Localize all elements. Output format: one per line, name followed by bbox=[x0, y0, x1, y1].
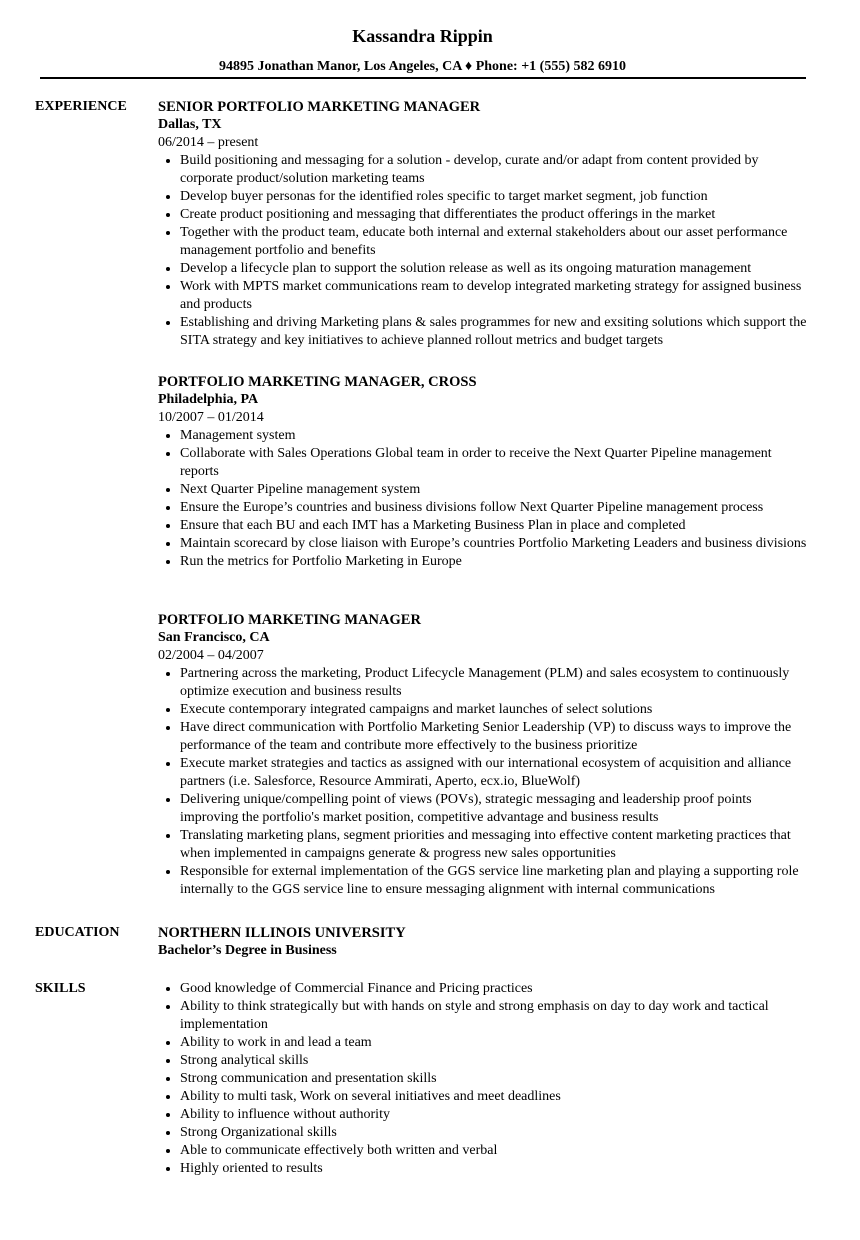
contact-line: 94895 Jonathan Manor, Los Angeles, CA ♦ Phone: +1 (555) 582 6910 bbox=[218, 59, 627, 74]
education-entry bbox=[158, 924, 813, 960]
job-dates: 02/2004 – 04/2007 bbox=[158, 648, 264, 663]
list-item: Partnering across the marketing, Product Lifecycle Management (PLM) and sales ecosystem to continuously optimize execution and business results bbox=[180, 665, 813, 701]
list-item: Able to communicate effectively both written and verbal bbox=[180, 1142, 813, 1160]
list-item: Ensure the Europe’s countries and business divisions follow Next Quarter Pipeline management process bbox=[180, 499, 813, 517]
list-item: Delivering unique/compelling point of views (POVs), strategic messaging and leadership proof points improving the portfolio's market position, competitive advantage and business results bbox=[180, 791, 813, 827]
job-duties bbox=[158, 665, 813, 899]
job-title: PORTFOLIO MARKETING MANAGER bbox=[158, 612, 421, 628]
list-item: Good knowledge of Commercial Finance and Pricing practices bbox=[180, 980, 813, 998]
list-item: Execute contemporary integrated campaigns and market launches of select solutions bbox=[180, 701, 813, 719]
list-item: Management system bbox=[180, 427, 813, 445]
list-item: Translating marketing plans, segment priorities and messaging into effective content marketing practices that when implemented in campaigns generate & progress new sales opportunities bbox=[180, 827, 813, 863]
list-item: Establishing and driving Marketing plans & sales programmes for new and exsiting solutions which support the SITA strategy and key initiatives to achieve planned rollout metrics and budget targets bbox=[180, 314, 813, 350]
list-item: Build positioning and messaging for a solution - develop, curate and/or adapt from content provided by corporate product/solution marketing teams bbox=[180, 152, 813, 188]
list-item: Develop buyer personas for the identified roles specific to target market segment, job function bbox=[180, 188, 813, 206]
job-location: San Francisco, CA bbox=[158, 630, 270, 645]
skills-heading: SKILLS bbox=[35, 981, 86, 996]
list-item: Ability to influence without authority bbox=[180, 1106, 813, 1124]
list-item: Responsible for external implementation of the GGS service line marketing plan and playing a supporting role internally to the GGS service line to ensure messaging alignment with internal communications bbox=[180, 863, 813, 899]
job-location: Philadelphia, PA bbox=[158, 392, 259, 407]
list-item: Work with MPTS market communications ream to develop integrated marketing strategy for assigned business and products bbox=[180, 278, 813, 314]
list-item: Ability to work in and lead a team bbox=[180, 1034, 813, 1052]
list-item: Together with the product team, educate both internal and external stakeholders about our asset performance management portfolio and benefits bbox=[180, 224, 813, 260]
education-heading: EDUCATION bbox=[35, 925, 120, 940]
job-duties bbox=[158, 152, 813, 350]
list-item: Ability to multi task, Work on several initiatives and meet deadlines bbox=[180, 1088, 813, 1106]
list-item: Develop a lifecycle plan to support the solution release as well as its ongoing maturation management bbox=[180, 260, 813, 278]
job-dates: 06/2014 – present bbox=[158, 135, 259, 150]
list-item: Run the metrics for Portfolio Marketing in Europe bbox=[180, 553, 813, 571]
list-item: Create product positioning and messaging that differentiates the product offerings in the market bbox=[180, 206, 813, 224]
list-item: Strong Organizational skills bbox=[180, 1124, 813, 1142]
list-item: Next Quarter Pipeline management system bbox=[180, 481, 813, 499]
school-name: NORTHERN ILLINOIS UNIVERSITY bbox=[158, 925, 406, 941]
job-location: Dallas, TX bbox=[158, 117, 222, 132]
header-divider bbox=[40, 77, 806, 79]
resume-name: Kassandra Rippin bbox=[352, 26, 493, 46]
list-item: Strong communication and presentation skills bbox=[180, 1070, 813, 1088]
job-entry bbox=[158, 373, 813, 571]
skills-entry bbox=[158, 980, 813, 1178]
list-item: Have direct communication with Portfolio Marketing Senior Leadership (VP) to discuss ways to improve the performance of the team and contribute more effectively to the business prioritize bbox=[180, 719, 813, 755]
list-item: Strong analytical skills bbox=[180, 1052, 813, 1070]
job-entry bbox=[158, 611, 813, 899]
skills-list bbox=[158, 980, 813, 1178]
degree: Bachelor’s Degree in Business bbox=[158, 943, 337, 958]
list-item: Execute market strategies and tactics as assigned with our international ecosystem of acquisition and alliance partners (i.e. Salesforce, Resource Ammirati, Aperto, ecx.io, BlueWolf) bbox=[180, 755, 813, 791]
job-dates: 10/2007 – 01/2014 bbox=[158, 410, 264, 425]
job-title: PORTFOLIO MARKETING MANAGER, CROSS bbox=[158, 374, 477, 390]
list-item: Collaborate with Sales Operations Global team in order to receive the Next Quarter Pipeline management reports bbox=[180, 445, 813, 481]
list-item: Ability to think strategically but with hands on style and strong emphasis on day to day work and tactical implementation bbox=[180, 998, 813, 1034]
list-item: Maintain scorecard by close liaison with Europe’s countries Portfolio Marketing Leaders and business divisions bbox=[180, 535, 813, 553]
job-duties bbox=[158, 427, 813, 571]
job-title: SENIOR PORTFOLIO MARKETING MANAGER bbox=[158, 99, 481, 115]
experience-heading: EXPERIENCE bbox=[35, 99, 127, 114]
list-item: Highly oriented to results bbox=[180, 1160, 813, 1178]
list-item: Ensure that each BU and each IMT has a Marketing Business Plan in place and completed bbox=[180, 517, 813, 535]
job-entry bbox=[158, 98, 813, 350]
